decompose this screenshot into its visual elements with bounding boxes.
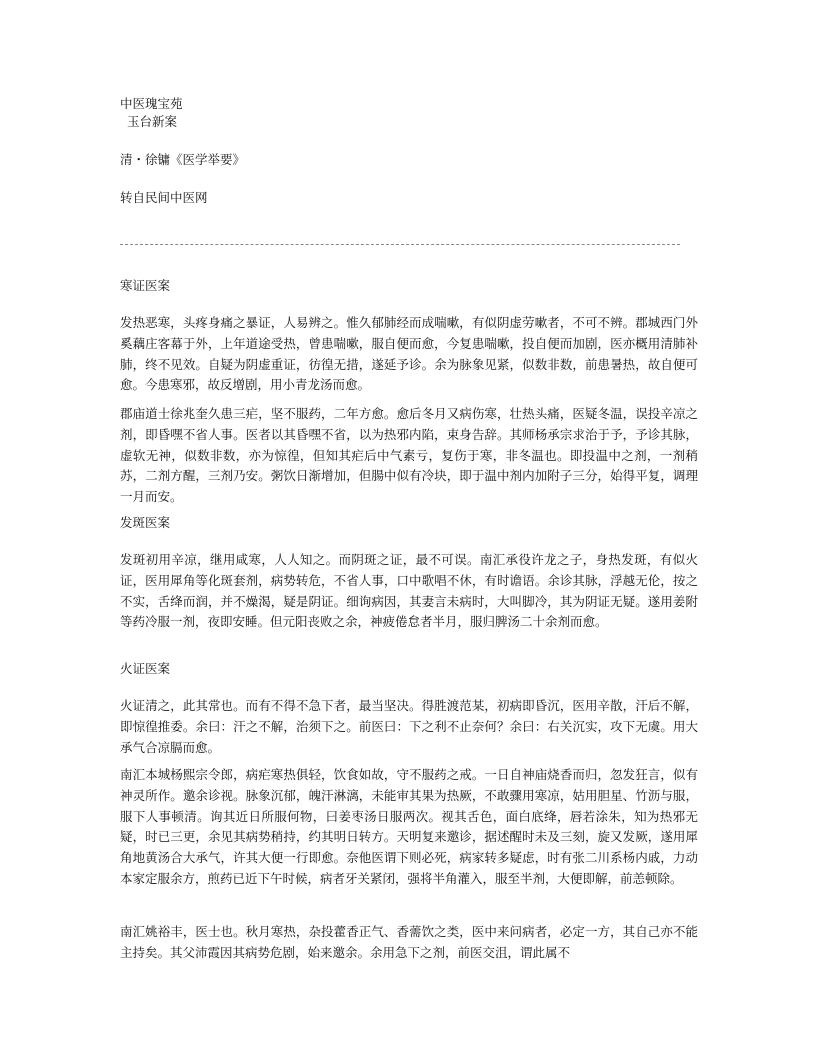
paragraph-cold-2: 郡庙道士徐兆奎久患三疟，坚不服药，二年方愈。愈后冬月又病伤寒，壮热头痛，医疑冬温，误投辛凉之剂，即昏嘿不省人事。医者以其昏嘿不省，以为热邪内陷，束身告辞。其师杨承宗求治于予，予诊其脉，虚软无神，似数非数，亦为惊徨，但知其疟后中气素亏，复伤于寒，非冬温也。即投温中之剂，一剂稍苏，二剂方醒，三剂乃安。粥饮日渐增加，但腸中似有冷块，即于温中剂内加附子三分，始得平复，调理一月而安。: [120, 406, 698, 505]
section-heading-rash: 发斑医案: [120, 515, 171, 530]
paragraph-rash-1: 发斑初用辛凉，继用咸寒，人人知之。而阴斑之证，最不可误。南汇承役许龙之子，身热发斑，有似火证，医用犀角等化斑套剂，病势转危，不省人事，口中歌唱不休，有时谵语。余诊其脉，浮越无伦，按之不实，舌绛而润，并不燥渴，疑是阴证。细询病因，其妻言未病时，大叫脚冷，其为阴证无疑。遂用姜附等药冷服一剂，夜即安睡。但元阳丧败之余，神疲倦怠者半月，服归脾汤二十余剂而愈。: [120, 552, 698, 630]
site-title: 中医瑰宝苑: [120, 96, 183, 111]
source-line: 转自民间中医网: [120, 190, 208, 205]
horizontal-divider: [120, 244, 680, 245]
section-heading-cold: 寒证医案: [120, 278, 171, 293]
paragraph-fire-3: 南汇姚裕丰，医士也。秋月寒热，杂投藿香正气、香薷饮之类，医中来问病者，必定一方，其自己亦不能主持矣。其父沛霞因其病势危剧，始来邀余。余用急下之剂，前医交沮，谓此属不: [120, 924, 698, 960]
author-line: 清・徐镛《医学举要》: [120, 152, 246, 167]
section-heading-fire: 火证医案: [120, 661, 171, 676]
paragraph-fire-2: 南汇本城杨熙宗令郎，病疟寒热俱轻，饮食如故，守不服药之戒。一日自神庙烧香而归，忽发狂言，似有神灵所作。邀余诊视。脉象沉郁，魄汗淋漓，未能审其果为热厥，不敢骤用寒凉，姑用胆星、竹沥与服，服下人事顿清。询其近日所服何物，曰姜枣汤日服两次。视其舌色，面白底绛，唇若涂朱，知为热邪无疑，时已三更，余见其病势稍持，约其明日转方。天明复来邀诊，据述醒时未及三刻，旋又发厥，遂用犀角地黄汤合大承气，许其大便一行即愈。奈他医谓下则必死，病家转多疑虑，时有张二川系杨内戚，力动本家定服余方，煎药已近下午时候，病者牙关紧闭，强将半角灌入，服至半剂，大便即解，前恙顿除。: [120, 767, 698, 886]
paragraph-cold-1: 发热恶寒，头疼身痛之暴证，人易辨之。惟久郁肺经而成喘嗽，有似阴虚劳嗽者，不可不辨。郡城西门外奚藕庄客幕于外，上年道途受热，曾患喘嗽，服自便而愈，今复患喘嗽，投自便而加剧，医亦概用清肺补肺，终不见效。自疑为阴虚重证，彷徨无措，遂延予诊。余为脉象见紧，似数非数，前患暑热，故自便可愈。今患寒邪，故反增剧，用小青龙汤而愈。: [120, 315, 698, 393]
paragraph-fire-1: 火证清之，此其常也。而有不得不急下者，最当坚决。得胜渡范某，初病即昏沉，医用辛散，汗后不解，即惊徨推委。余曰：汗之不解，治须下之。前医曰：下之利不止奈何？余曰：右关沉实，攻下无虞。用大承气合凉膈而愈。: [120, 698, 698, 755]
book-title: 玉台新案: [127, 114, 178, 129]
